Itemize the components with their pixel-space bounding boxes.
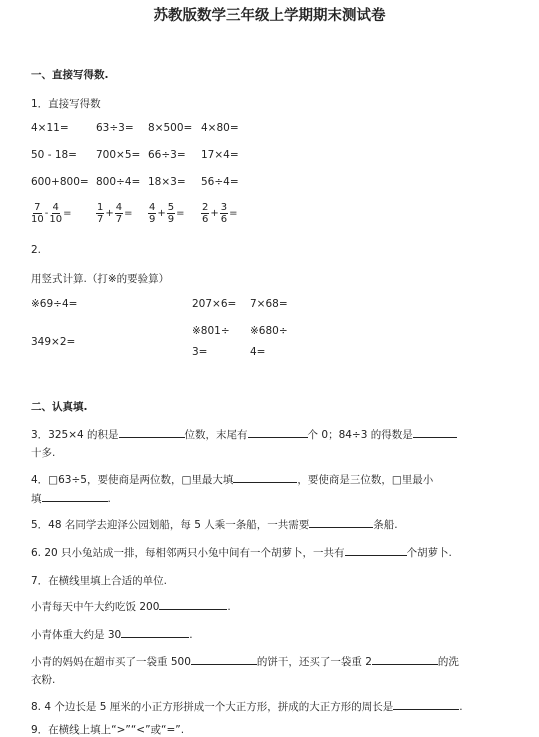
question6-text-b: 个胡萝卜. (406, 547, 452, 559)
answer-blank[interactable] (345, 545, 407, 556)
denominator: 7 (97, 214, 104, 225)
answer-blank[interactable] (42, 491, 108, 502)
question7c (31, 654, 459, 669)
question7b (31, 627, 193, 642)
question5-text-a: 5．48 名同学去迎泽公园划船，每 5 人乘一条船，一共需要 (31, 519, 310, 531)
vertical-calc-5-line2: 3= (192, 346, 208, 358)
numerator: 4 (115, 202, 123, 213)
numerator: 1 (97, 202, 104, 213)
answer-blank[interactable] (393, 699, 459, 710)
answer-blank[interactable] (159, 599, 227, 610)
fraction (31, 202, 44, 225)
arith-r0-c0: 4×11= (31, 122, 69, 134)
question4-text-c: 填 (31, 493, 42, 505)
question7a-text-b: . (227, 601, 231, 613)
fraction (148, 202, 156, 225)
arith-r2-c2: 18×3= (148, 176, 186, 188)
question7c-text-b: 的饼干，还买了一袋重 2 (256, 656, 372, 668)
arith-r0-c3: 4×80= (201, 122, 239, 134)
question7-label: 7．在横线里填上合适的单位. (31, 575, 168, 587)
vertical-calc-6-line1: ※680÷ (250, 325, 288, 337)
answer-blank[interactable] (233, 472, 297, 483)
question4 (31, 472, 433, 487)
arith-r1-c3: 17×4= (201, 149, 239, 161)
question4-text-b: ，要使商是三位数，□里最小 (297, 474, 434, 486)
answer-blank[interactable] (372, 654, 438, 665)
denominator: 10 (31, 214, 44, 225)
fraction-expr: $\frac{7}{10}$ - $\frac{4}{10}$ = (31, 202, 72, 225)
question7b-text-a: 小青体重大约是 30 (31, 629, 122, 641)
section2-heading: 二、认真填. (31, 401, 88, 413)
page-title: 苏教版数学三年级上学期期末测试卷 (153, 8, 386, 24)
fraction (220, 202, 228, 225)
question9: 9．在横线上填上“>”“<”或“=”. (31, 724, 185, 736)
denominator: 6 (202, 214, 209, 225)
question2-label: 2. (31, 244, 42, 256)
numerator: 3 (220, 202, 228, 213)
answer-blank[interactable] (309, 517, 373, 528)
question6 (31, 545, 452, 560)
question7b-text-b: . (189, 629, 193, 641)
vertical-calc-5-line1: ※801÷ (192, 325, 230, 337)
numerator: 5 (167, 202, 175, 213)
question6-text-a: 6. 20 只小兔站成一排，每相邻两只小兔中间有一个胡萝卜，一共有 (31, 547, 345, 559)
fraction (201, 202, 209, 225)
numerator: 4 (52, 202, 59, 213)
question7c-cont: 衣粉. (31, 674, 56, 686)
fraction (115, 202, 123, 225)
numerator: 2 (202, 202, 209, 213)
section1-heading: 一、直接写得数. (31, 69, 109, 81)
question5 (31, 517, 398, 532)
question7c-text-c: 的洗 (437, 656, 459, 668)
question7a-text-a: 小青每天中午大约吃饭 200 (31, 601, 160, 613)
question8 (31, 699, 463, 714)
operator: + (210, 208, 219, 219)
question3-cont: 十多. (31, 447, 56, 459)
arith-r1-c0: 50 - 18= (31, 149, 77, 161)
arith-r2-c1: 800÷4= (96, 176, 141, 188)
operator: - (44, 208, 49, 219)
question7c-text-a: 小青的妈妈在超市买了一袋重 500 (31, 656, 191, 668)
arith-r0-c2: 8×500= (148, 122, 193, 134)
denominator: 10 (49, 214, 63, 225)
vertical-calc-1: ※69÷4= (31, 298, 78, 310)
question8-text-a: 8. 4 个边长是 5 厘米的小正方形拼成一个大正方形，拼成的大正方形的周长是 (31, 701, 394, 713)
vertical-calc-4: 349×2= (31, 336, 76, 348)
fraction-expr: $\frac{2}{6}$ + $\frac{3}{6}$ = (202, 202, 238, 225)
arith-r1-c1: 700×5= (96, 149, 141, 161)
denominator: 6 (220, 214, 228, 225)
answer-blank[interactable] (413, 427, 457, 438)
vertical-calc-3: 7×68= (250, 298, 288, 310)
question2-instruction: 用竖式计算.（打※的要验算） (31, 273, 170, 285)
question4-text-d: . (107, 493, 111, 505)
question3-text-c: 个 0；84÷3 的得数是 (307, 429, 413, 441)
denominator: 7 (115, 214, 123, 225)
operator: + (105, 208, 114, 219)
answer-blank[interactable] (248, 427, 308, 438)
question4-text-a: 4．□63÷5，要使商是两位数，□里最大填 (31, 474, 234, 486)
question3-text-b: 位数，末尾有 (184, 429, 248, 441)
denominator: 9 (149, 214, 156, 225)
answer-blank[interactable] (191, 654, 257, 665)
fraction (49, 202, 62, 225)
vertical-calc-6-line2: 4= (250, 346, 266, 358)
arith-r2-c3: 56÷4= (201, 176, 239, 188)
question3-text-a: 3．325×4 的积是 (31, 429, 119, 441)
operator: + (157, 208, 166, 219)
question3 (31, 427, 457, 442)
numerator: 7 (34, 202, 41, 213)
fraction (96, 202, 104, 225)
fraction (167, 202, 175, 225)
answer-blank[interactable] (119, 427, 185, 438)
question7a (31, 599, 231, 614)
question1-label: 1．直接写得数 (31, 98, 101, 110)
vertical-calc-2: 207×6= (192, 298, 237, 310)
arith-r2-c0: 600+800= (31, 176, 89, 188)
answer-blank[interactable] (121, 627, 189, 638)
fraction-expr: $\frac{4}{9}$ + $\frac{5}{9}$ = (149, 202, 185, 225)
fraction-expr: $\frac{1}{7}$ + $\frac{4}{7}$ = (97, 202, 133, 225)
question5-text-b: 条船. (373, 519, 398, 531)
denominator: 9 (167, 214, 175, 225)
arith-r1-c2: 66÷3= (148, 149, 186, 161)
question8-text-b: . (459, 701, 463, 713)
numerator: 4 (149, 202, 156, 213)
question4-cont (31, 491, 111, 506)
arith-r0-c1: 63÷3= (96, 122, 134, 134)
